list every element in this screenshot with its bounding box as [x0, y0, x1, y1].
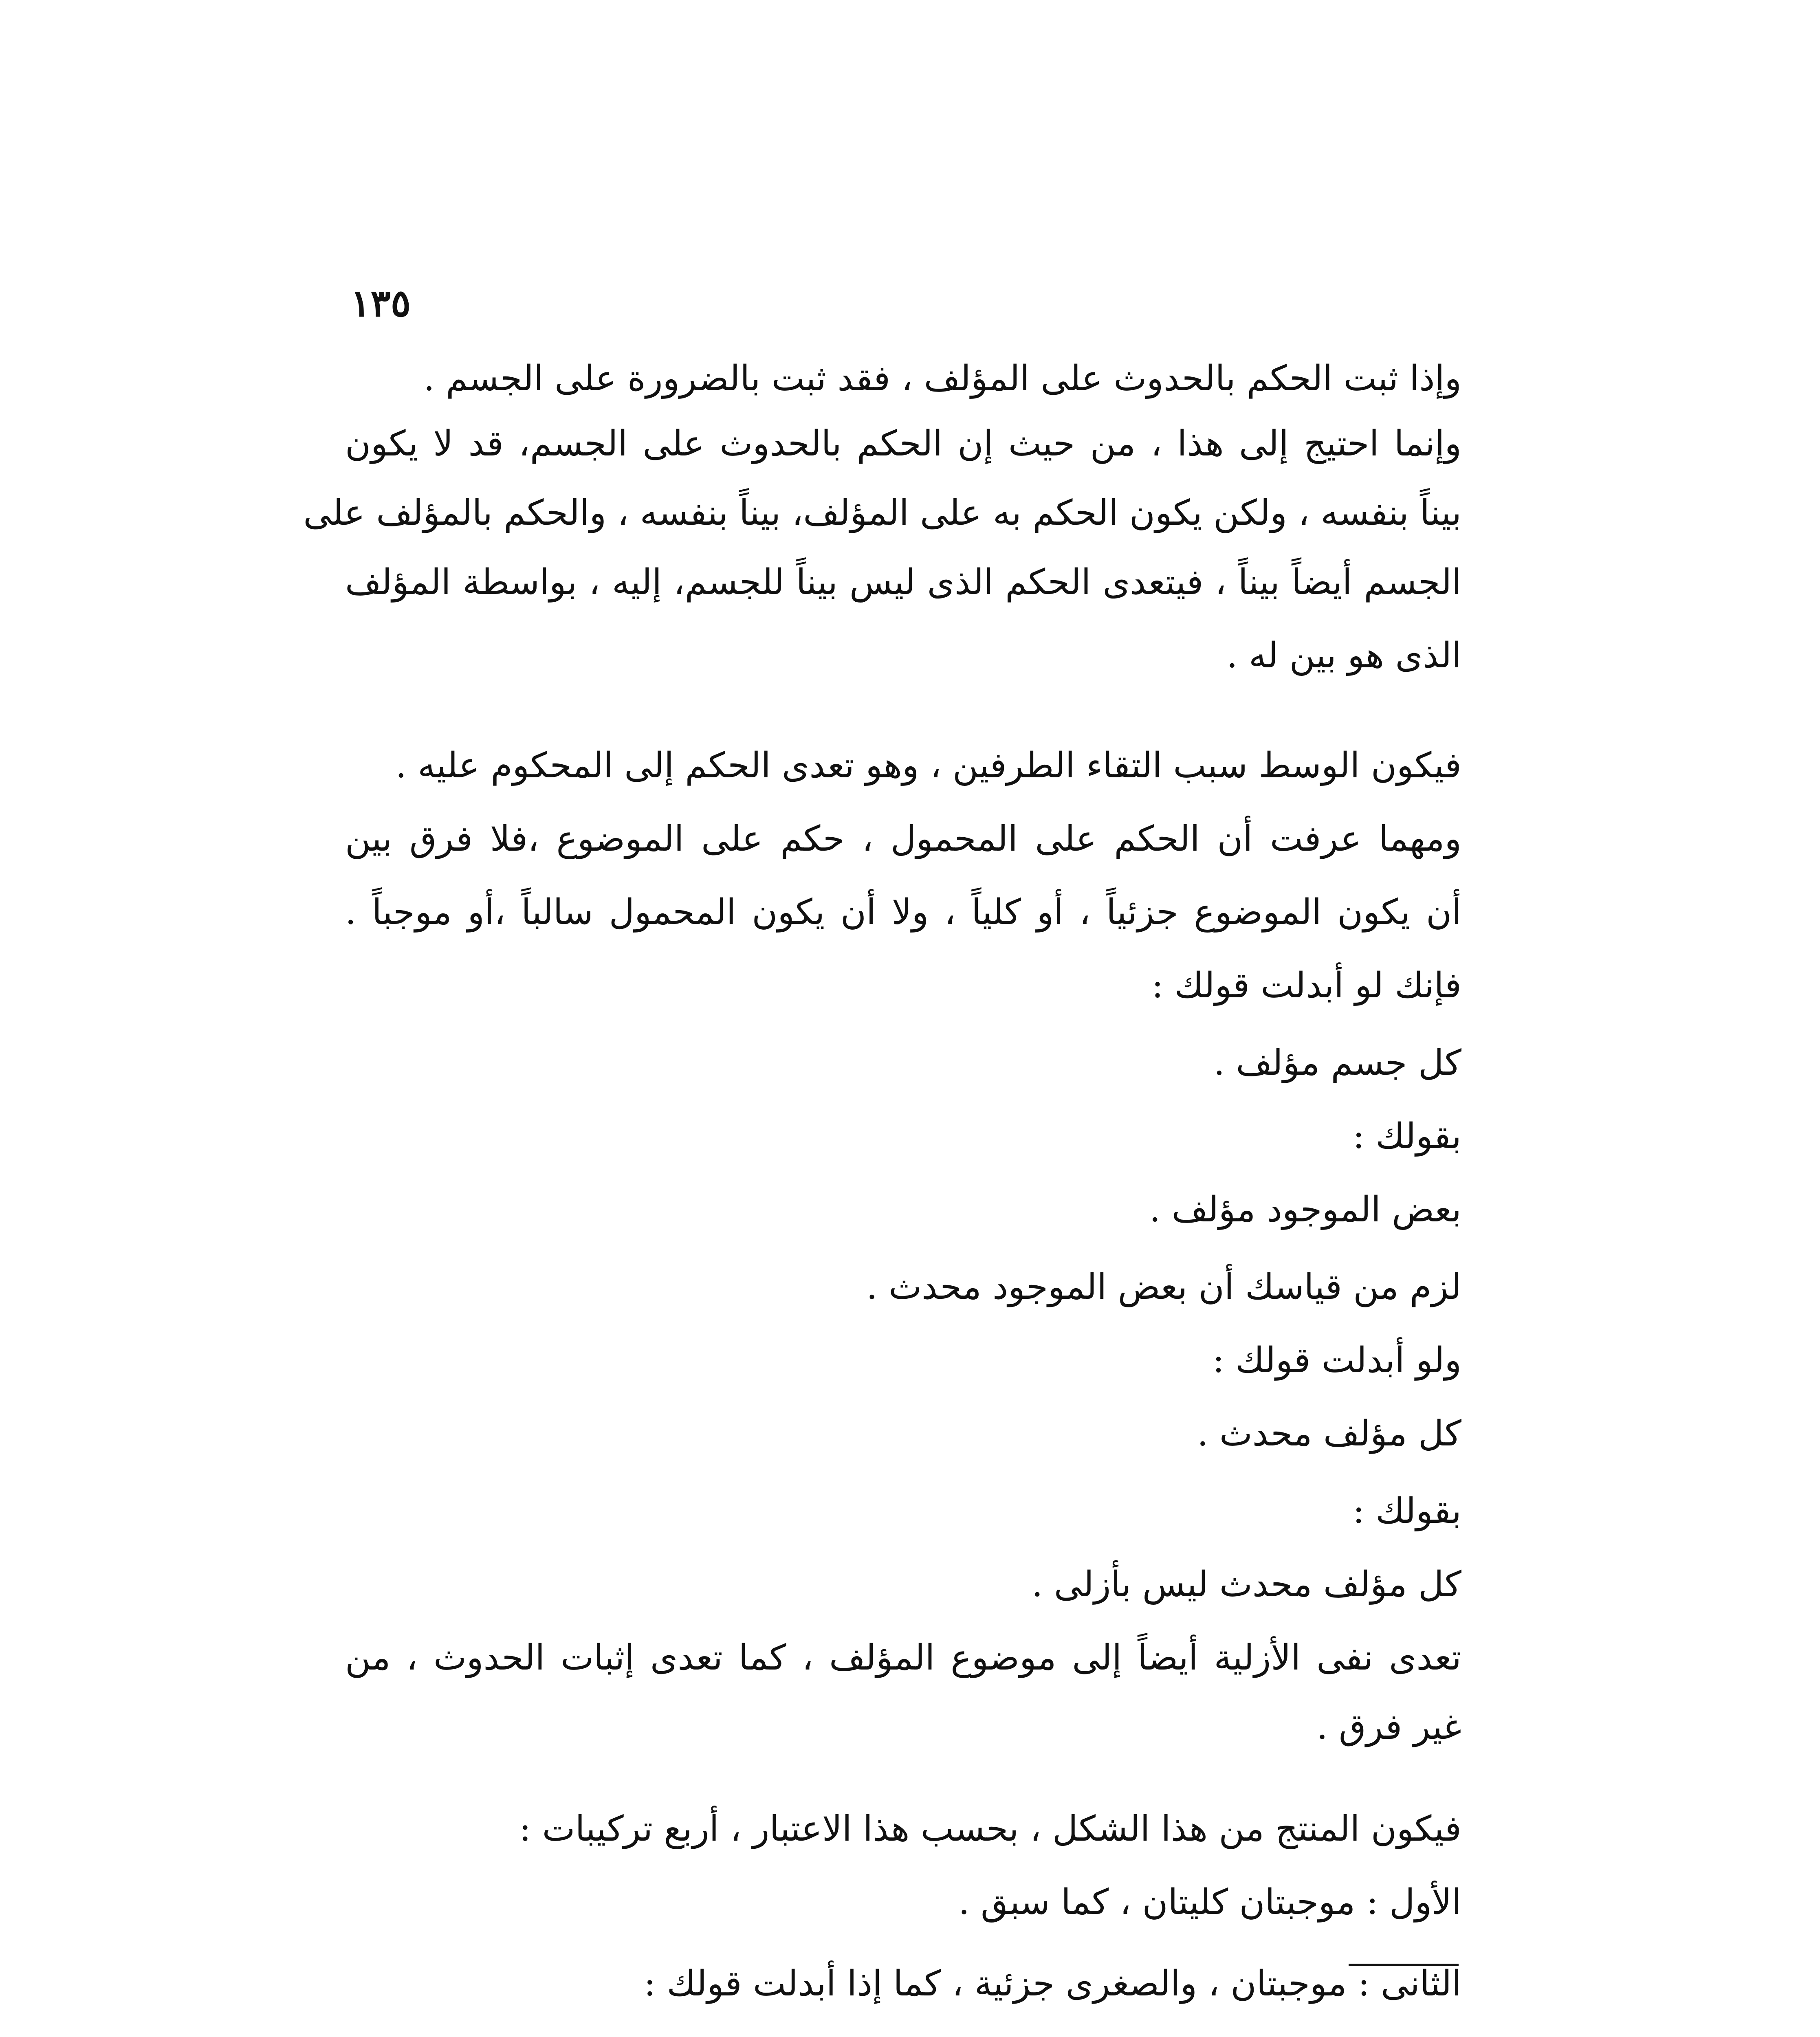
- text-line: لزم من قياسك أن بعض الموجود محدث .: [866, 1267, 1461, 1307]
- text-line: الجسم أيضاً بيناً ، فيتعدى الحكم الذى ليس بيناً للجسم، إليه ، بواسطة المؤلف: [345, 562, 1461, 603]
- text-line: ومهما عرفت أن الحكم على المحمول ، حكم على الموضوع ،فلا فرق بين: [345, 818, 1461, 859]
- text-line: كل مؤلف محدث .: [1197, 1413, 1461, 1454]
- text-line: الذى هو بين له .: [1226, 635, 1461, 676]
- text-line: فيكون الوسط سبب التقاء الطرفين ، وهو تعدى الحكم إلى المحكوم عليه .: [395, 745, 1461, 786]
- text-line: وإنما احتيج إلى هذا ، من حيث إن الحكم بالحدوث على الجسم، قد لا يكون: [345, 423, 1461, 464]
- text-line: كل مؤلف محدث ليس بأزلى .: [1032, 1564, 1461, 1605]
- text-line: تعدى نفى الأزلية أيضاً إلى موضوع المؤلف ، كما تعدى إثبات الحدوث ، من: [345, 1637, 1461, 1678]
- text-line: الأول : موجبتان كليتان ، كما سبق .: [958, 1882, 1461, 1923]
- text-line: ولو أبدلت قولك :: [1213, 1340, 1461, 1381]
- text-line: بقولك :: [1353, 1116, 1461, 1157]
- text-line: بعض الموجود مؤلف .: [1149, 1189, 1461, 1230]
- text-line: وإذا ثبت الحكم بالحدوث على المؤلف ، فقد ثبت بالضرورة على الجسم .: [423, 358, 1461, 399]
- text-line: فإنك لو أبدلت قولك :: [1151, 965, 1461, 1006]
- text-line: بيناً بنفسه ، ولكن يكون الحكم به على المؤلف، بيناً بنفسه ، والحكم بالمؤلف على: [303, 493, 1461, 533]
- text-line: غير فرق .: [1316, 1707, 1461, 1747]
- text-line: أن يكون الموضوع جزئياً ، أو كلياً ، ولا أن يكون المحمول سالباً ،أو موجباً .: [345, 892, 1461, 933]
- text-line: الثانى : موجبتان ، والصغرى جزئية ، كما إذا أبدلت قولك :: [644, 1963, 1461, 2004]
- text-line: كل جسم مؤلف .: [1213, 1043, 1461, 1083]
- page-number: ١٣٥: [350, 281, 411, 325]
- text-line: فيكون المنتج من هذا الشكل ، بحسب هذا الاعتبار ، أربع تركيبات :: [519, 1808, 1461, 1849]
- text-line: بقولك :: [1353, 1491, 1461, 1531]
